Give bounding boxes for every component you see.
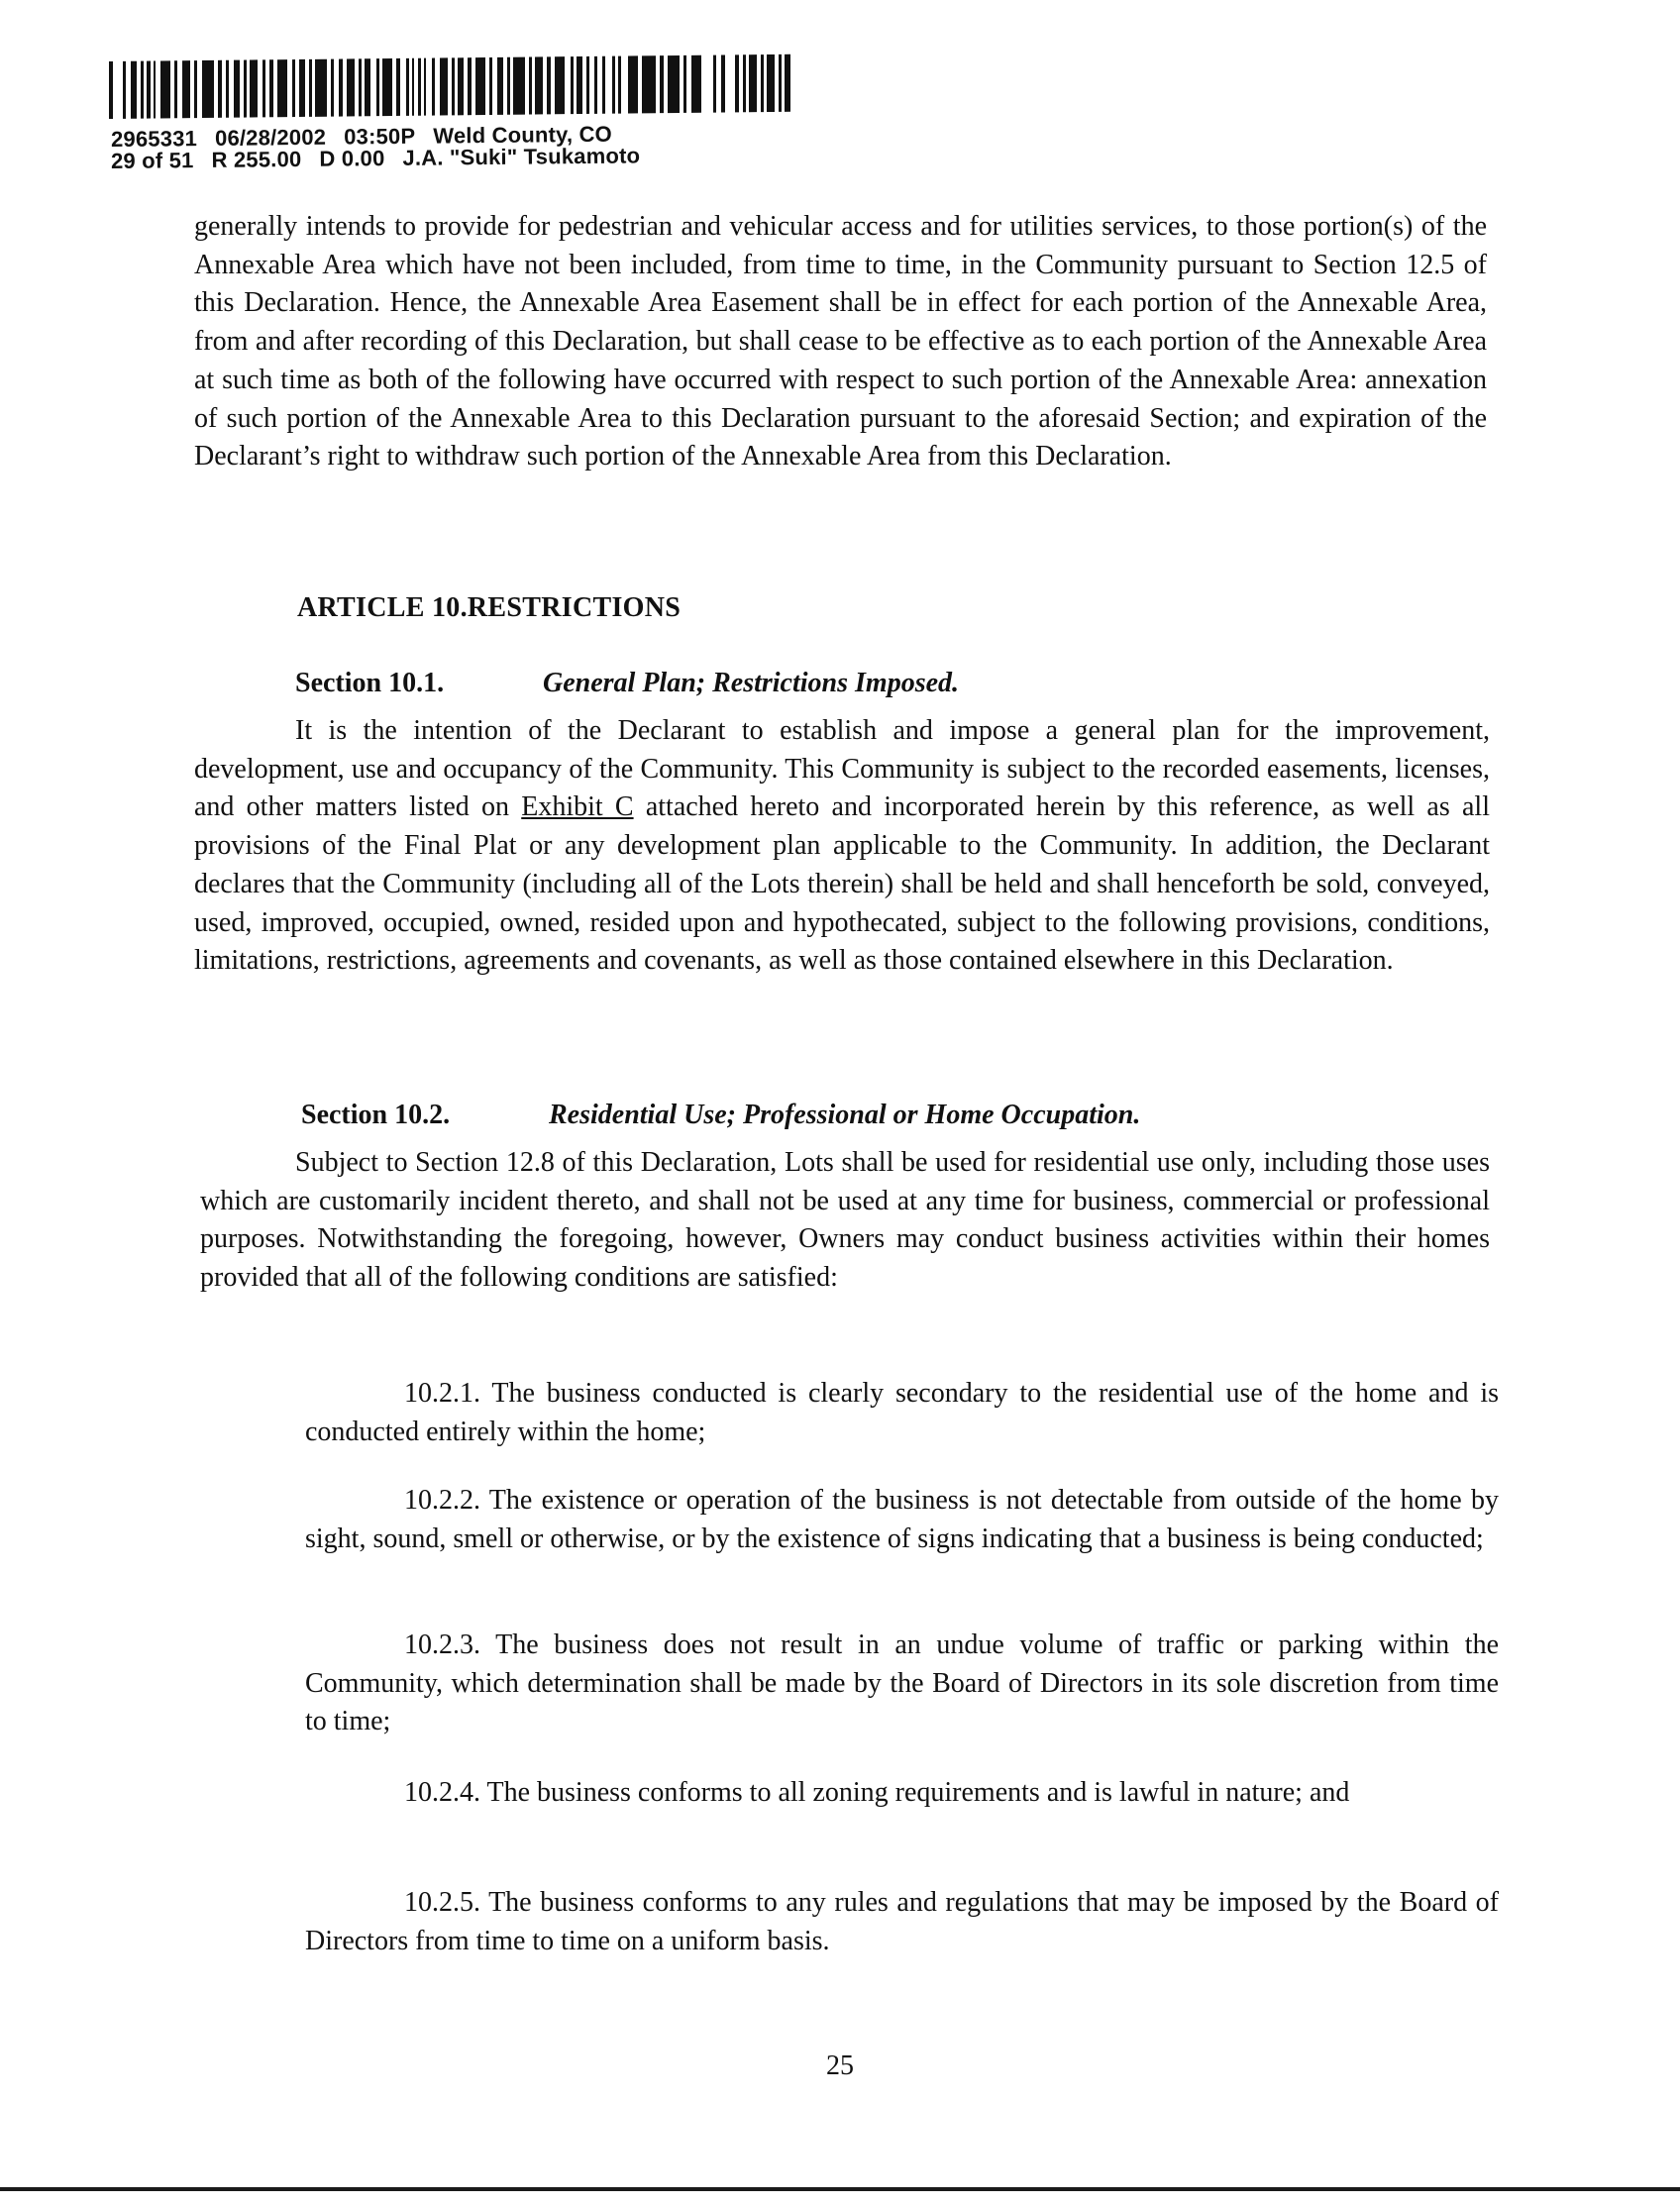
- recording-barcode: [109, 53, 797, 123]
- condition-10-2-5: 10.2.5. The business conforms to any rules and regulations that may be imposed by the Board of Directors from time to time on a uniform basis.: [305, 1887, 1499, 1956]
- recording-line-2: [111, 143, 659, 174]
- section-10-1-paragraph: [194, 712, 1490, 981]
- recording-clerk: J.A. "Suki" Tsukamoto: [402, 143, 641, 170]
- page-number: 25: [826, 2050, 854, 2081]
- exhibit-c-reference: Exhibit C: [521, 791, 634, 823]
- recording-fee-d: D 0.00: [319, 146, 385, 171]
- section-10-2-number: Section 10.2.: [301, 1100, 451, 1130]
- condition-10-2-3: 10.2.3. The business does not result in an undue volume of traffic or parking within the Community, which determination shall be made by the Board of Directors in its sole discretion from time to time;: [305, 1629, 1499, 1737]
- document-number: 2965331: [110, 126, 198, 152]
- intro-paragraph: generally intends to provide for pedestrian and vehicular access and for utilities services, to those portion(s) of the Annexable Area which have not been included, from time to time, in the Community pursuant to Section 12.5 of this Declaration. Hence, the Annexable Area Easement shall be in effect for each portion of the Annexable Area, from and after recording of this Declaration, but shall cease to be effective as to each portion of the Annexable Area at such time as both of the following have occurred with respect to such portion of the Annexable Area: annexation of such portion of the Annexable Area to this Declaration pursuant to the aforesaid Section; and expiration of the Declarant’s right to withdraw such portion of the Annexable Area from this Declaration.: [194, 211, 1487, 473]
- recording-date: 06/28/2002: [214, 124, 327, 151]
- section-10-2-title: Residential Use; Professional or Home Occupation.: [549, 1100, 1141, 1130]
- article-heading: ARTICLE 10.RESTRICTIONS: [297, 592, 682, 623]
- condition-10-2-1: 10.2.1. The business conducted is clearly secondary to the residential use of the home and is conducted entirely within the home;: [305, 1378, 1499, 1447]
- recording-page-info: 29 of 51: [110, 148, 194, 173]
- condition-10-2-2: 10.2.2. The existence or operation of the business is not detectable from outside of the home by sight, sound, smell or otherwise, or by the existence of signs indicating that a business is being conducted;: [305, 1485, 1499, 1554]
- recording-county: Weld County, CO: [433, 121, 613, 149]
- recording-time: 03:50P: [344, 123, 416, 150]
- section-10-1-title: General Plan; Restrictions Imposed.: [543, 668, 960, 698]
- section-10-2-paragraph: Subject to Section 12.8 of this Declaration, Lots shall be used for residential use only, including those uses which are customarily incident thereto, and shall not be used at any time for business, commercial or professional purposes. Notwithstanding the foregoing, however, Owners may conduct business activities within their homes provided that all of the following conditions are satisfied:: [200, 1147, 1490, 1294]
- bottom-scan-edge: [0, 2187, 1680, 2191]
- condition-10-2-4: 10.2.4. The business conforms to all zoning requirements and is lawful in nature; and: [404, 1777, 1350, 1808]
- section-10-1-text-after: attached hereto and incorporated herein by this reference, as well as all provisions of the Final Plat or any development plan applicable to the Community. In addition, the Declarant declares that the Community (including all of the Lots therein) shall be held and shall henceforth be sold, conveyed, used, improved, occupied, owned, resided upon and hypothecated, subject to the following provisions, conditions, limitations, restrictions, agreements and covenants, as well as those contained elsewhere in this Declaration.: [194, 791, 1490, 977]
- section-10-1-text-before: It is the intention of the Declarant to establish and impose a general plan for the improvement, development, use and occupancy of the Community. This Community is subject to the recorded easements, licenses, and other matters listed on: [194, 715, 1490, 823]
- section-10-1-number: Section 10.1.: [295, 668, 445, 698]
- recording-fee-r: R 255.00: [211, 146, 302, 172]
